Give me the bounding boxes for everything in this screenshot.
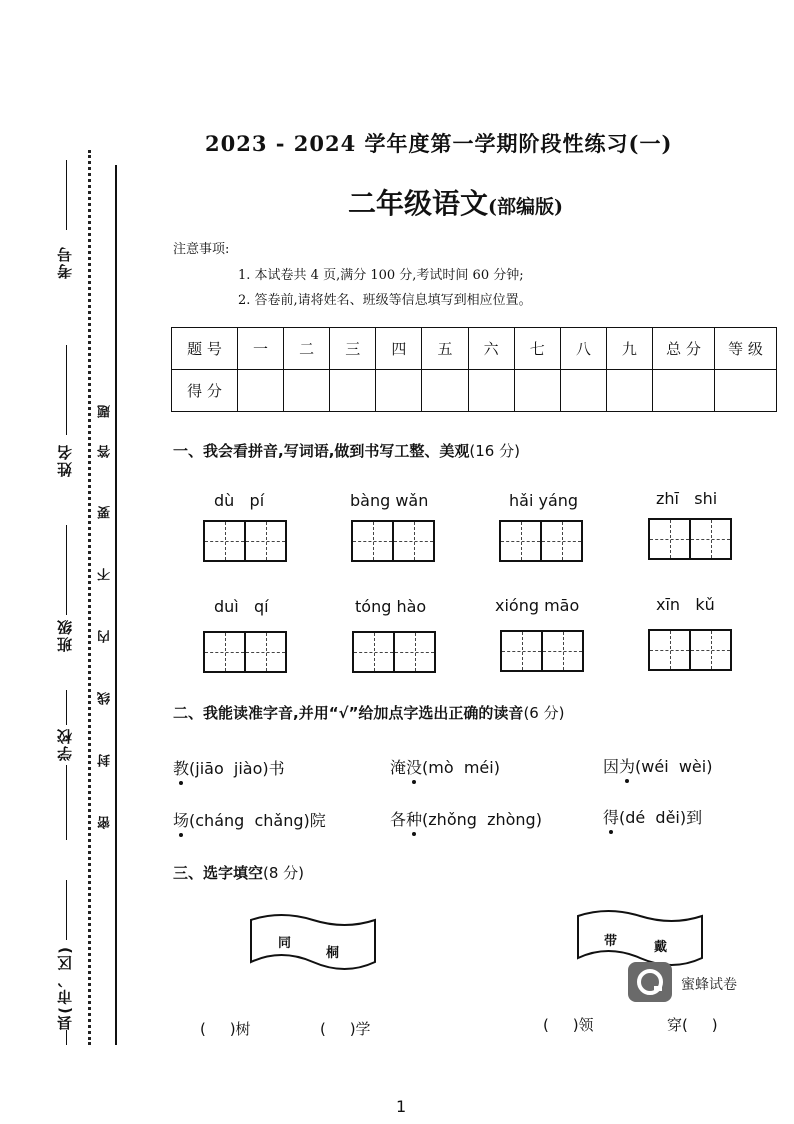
seal-char: 内 [98, 630, 113, 643]
score-input-cell[interactable] [514, 370, 560, 412]
fill-blank[interactable]: ( )领 [543, 1016, 594, 1034]
writing-grid[interactable] [648, 629, 732, 671]
writing-grid[interactable] [203, 631, 287, 673]
flag-char: 桐 [326, 946, 340, 961]
field-label-county: 县(市、区) [56, 945, 74, 1031]
flag-char: 戴 [654, 940, 668, 955]
score-input-cell[interactable] [422, 370, 468, 412]
writing-grid[interactable] [352, 631, 436, 673]
fill-blank[interactable]: 穿( ) [667, 1016, 718, 1034]
dotted-cut-line [88, 150, 91, 1045]
score-input-cell[interactable] [715, 370, 777, 412]
reading-item[interactable]: 教(jiāo jiào)书 [173, 759, 285, 778]
section2-points: (6 分) [523, 704, 565, 722]
section1-points: (16 分) [469, 442, 520, 460]
watermark-text: 蜜蜂试卷 [681, 977, 737, 993]
word-flag-left [248, 910, 378, 976]
field-label-name: 姓名 [56, 443, 74, 477]
subject-title [348, 182, 563, 222]
section2-title: 二、我能读准字音,并用“√”给加点字选出正确的读音 [173, 704, 524, 722]
dotted-char: 教 [173, 759, 190, 778]
field-label-exam-number: 考号 [56, 245, 74, 279]
writing-grid[interactable] [351, 520, 435, 562]
writing-grid[interactable] [499, 520, 583, 562]
notice-item: 2. 答卷前,请将姓名、班级等信息填写到相应位置。 [238, 293, 532, 308]
flag-char: 同 [278, 936, 292, 951]
table-cell: 三 [330, 328, 376, 370]
pinyin-label: hǎi yáng [509, 491, 579, 510]
pinyin-label: zhī shi [656, 489, 718, 508]
table-cell: 二 [284, 328, 330, 370]
field-line-county [66, 1030, 67, 1045]
table-cell: 总 分 [653, 328, 715, 370]
field-line-school-top [66, 690, 67, 725]
seal-char: 题 [98, 405, 113, 418]
score-input-cell[interactable] [606, 370, 652, 412]
page-number: 1 [396, 1097, 407, 1116]
binding-line [115, 165, 117, 1045]
pinyin-label: dù pí [214, 491, 265, 510]
dotted-char: 没 [406, 758, 423, 777]
subject-name: 二年级语文 [348, 187, 489, 220]
score-input-cell[interactable] [468, 370, 514, 412]
dotted-char: 为 [619, 757, 636, 776]
score-input-cell[interactable] [330, 370, 376, 412]
score-input-cell[interactable] [376, 370, 422, 412]
score-input-cell[interactable] [653, 370, 715, 412]
watermark-logo-icon [628, 962, 672, 1002]
flag-char: 带 [604, 934, 618, 949]
writing-grid[interactable] [648, 518, 732, 560]
table-cell: 九 [606, 328, 652, 370]
pinyin-label: duì qí [214, 597, 269, 616]
score-table [171, 327, 777, 412]
section1-heading [173, 440, 520, 461]
field-label-class: 班级 [56, 618, 74, 652]
reading-item[interactable]: 场(cháng chǎng)院 [173, 811, 326, 830]
dotted-char: 场 [173, 811, 190, 830]
pinyin-label: xióng māo [495, 596, 580, 615]
fill-blank[interactable]: ( )学 [320, 1020, 371, 1038]
table-cell: 等 级 [715, 328, 777, 370]
section3-heading [173, 862, 304, 883]
seal-char: 线 [98, 692, 113, 705]
score-table-header-row [172, 328, 777, 370]
pinyin-label: xīn kǔ [656, 595, 715, 614]
field-line-school [66, 765, 67, 840]
score-table-score-row [172, 370, 777, 412]
pinyin-label: bàng wǎn [350, 491, 429, 510]
field-label-school: 学校 [56, 727, 74, 761]
reading-item[interactable]: 各种(zhǒng zhòng) [390, 810, 542, 829]
notice-item: 1. 本试卷共 4 页,满分 100 分,考试时间 60 分钟; [238, 268, 524, 283]
pinyin-label: tóng hào [355, 597, 427, 616]
seal-char: 不 [98, 568, 113, 581]
field-line-exam-number [66, 160, 67, 230]
table-cell: 七 [514, 328, 560, 370]
field-line-name [66, 345, 67, 435]
notice-label: 注意事项: [173, 242, 230, 257]
exam-title: 2023 - 2024 学年度第一学期阶段性练习(一) [205, 131, 673, 156]
table-cell: 四 [376, 328, 422, 370]
reading-item[interactable]: 淹没(mò méi) [390, 758, 500, 777]
table-cell: 六 [468, 328, 514, 370]
reading-item[interactable]: 得(dé děi)到 [603, 808, 703, 827]
score-input-cell[interactable] [238, 370, 284, 412]
seal-char: 答 [98, 445, 113, 458]
writing-grid[interactable] [500, 630, 584, 672]
writing-grid[interactable] [203, 520, 287, 562]
field-line-class [66, 525, 67, 615]
reading-item[interactable]: 因为(wéi wèi) [603, 757, 713, 776]
table-cell: 一 [238, 328, 284, 370]
section3-title: 三、选字填空 [173, 864, 264, 882]
table-cell: 得 分 [172, 370, 238, 412]
score-input-cell[interactable] [560, 370, 606, 412]
dotted-char: 种 [406, 810, 423, 829]
dotted-char: 得 [603, 808, 620, 827]
seal-char: 封 [98, 754, 113, 767]
field-line-county-top [66, 880, 67, 940]
score-input-cell[interactable] [284, 370, 330, 412]
seal-char: 要 [98, 506, 113, 519]
seal-char: 密 [98, 816, 113, 829]
table-cell: 五 [422, 328, 468, 370]
table-cell: 题 号 [172, 328, 238, 370]
fill-blank[interactable]: ( )树 [200, 1020, 251, 1038]
section1-title: 一、我会看拼音,写词语,做到书写工整、美观 [173, 442, 470, 460]
section3-points: (8 分) [263, 864, 305, 882]
table-cell: 八 [560, 328, 606, 370]
edition-label: (部编版) [488, 196, 563, 218]
section2-heading [173, 702, 564, 723]
